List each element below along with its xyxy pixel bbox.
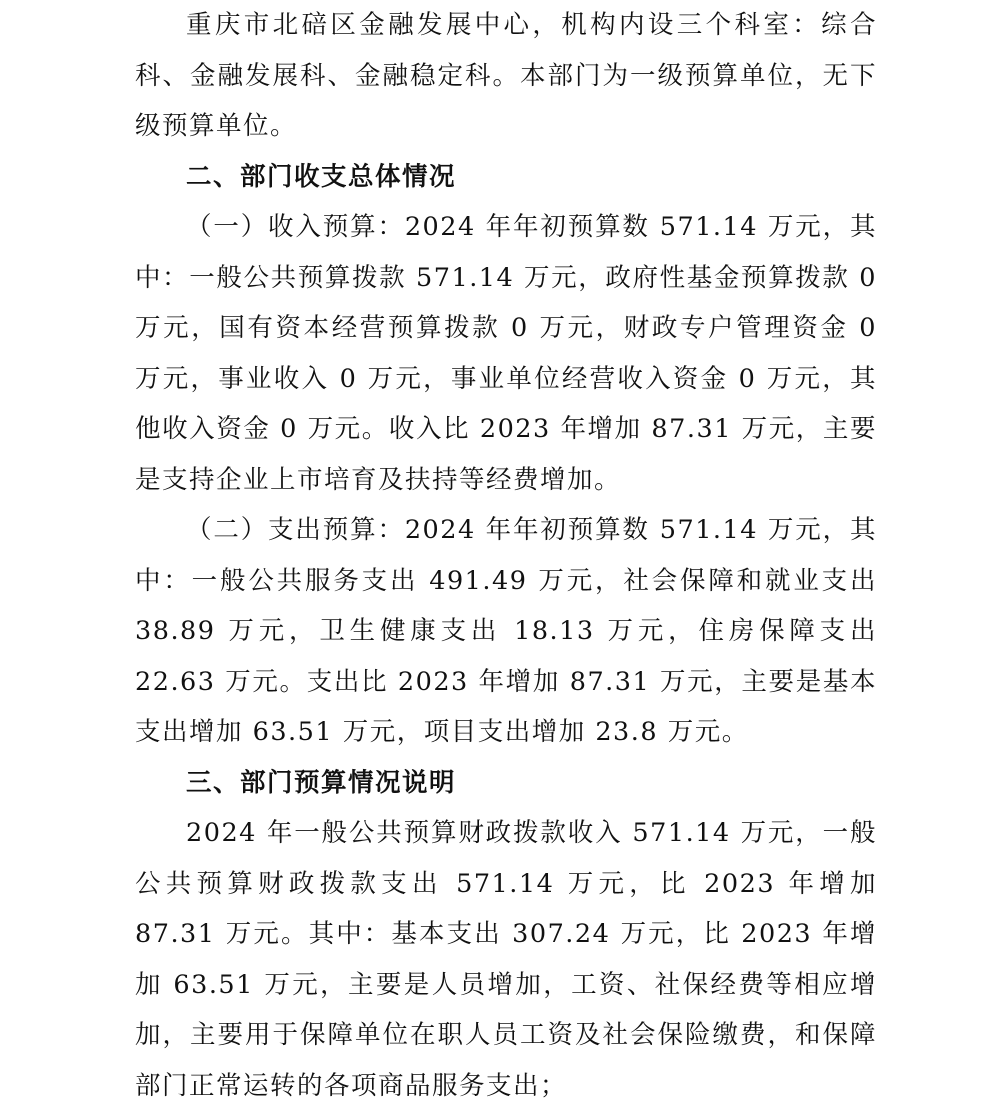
revenue-budget-paragraph: （一）收入预算：2024 年年初预算数 571.14 万元，其中：一般公共预算拨款 571.14 万元，政府性基金预算拨款 0 万元，国有资本经营预算拨款 0 万元，财政专户管理资金 0 万元，事业收入 0 万元，事业单位经营收入资金 0 万元，其他收入资金 0 万元。收入比 2023 年增加 87.31 万元，主要是支持企业上市培育及扶持等经费增加。 [135, 212, 877, 495]
general-public-budget-paragraph: 2024 年一般公共预算财政拨款收入 571.14 万元，一般公共预算财政拨款支出 571.14 万元，比 2023 年增加 87.31 万元。其中：基本支出 307.24 万元，比 2023 年增加 63.51 万元，主要是人员增加，工资、社保经费等相应增加，主要用于保障单位在职人员工资及社会保险缴费，和保障部门正常运转的各项商品服务支出； [135, 818, 877, 1101]
org-structure-paragraph: 重庆市北碚区金融发展中心，机构内设三个科室：综合科、金融发展科、金融稳定科。本部门为一级预算单位，无下级预算单位。 [135, 10, 877, 141]
section-heading-overall-budget: 二、部门收支总体情况 [186, 161, 457, 192]
expenditure-budget-paragraph: （二）支出预算：2024 年年初预算数 571.14 万元，其中：一般公共服务支出 491.49 万元，社会保障和就业支出 38.89 万元，卫生健康支出 18.13 万元，住房保障支出 22.63 万元。支出比 2023 年增加 87.31 万元，主要是基本支出增加 63.51 万元，项目支出增加 23.8 万元。 [135, 515, 877, 747]
section-heading-budget-explanation: 三、部门预算情况说明 [186, 767, 457, 798]
document-body [135, 0, 877, 1111]
